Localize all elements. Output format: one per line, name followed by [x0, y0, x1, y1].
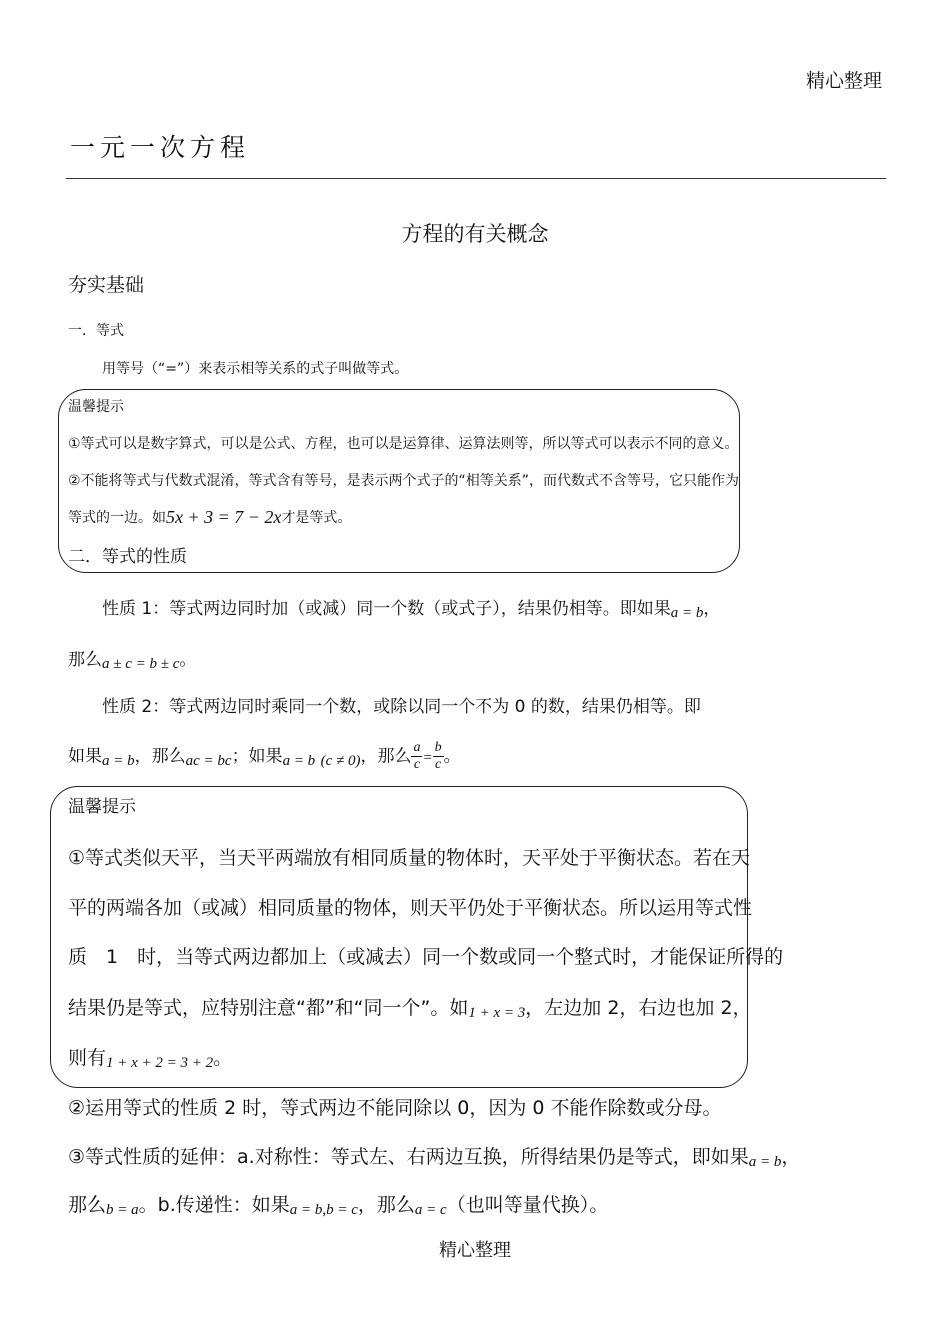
title-divider: [66, 178, 886, 179]
property1-end: 。: [179, 650, 197, 670]
tip2-line4: [68, 993, 752, 1020]
tip1-line2: ②不能将等式与代数式混淆，等式含有等号，是表示两个式子的“相等关系”，而代数式不含等号，它只能作为: [68, 473, 740, 489]
property1-comma: ，: [703, 599, 721, 619]
property2-line2: [68, 740, 461, 773]
frac-equals: =: [422, 749, 433, 766]
tip2-title: 温馨提示: [68, 797, 136, 817]
property1-math-2: a ± c = b ± c: [102, 656, 180, 672]
note4-then: 那么: [68, 1194, 107, 1216]
tip2-line4-post: ，左边加 2，右边也加 2，: [525, 997, 752, 1019]
p2-end: 。: [443, 746, 461, 767]
frac1-numerator: a: [413, 740, 421, 755]
note4-end: （也叫等量代换）。: [446, 1194, 609, 1216]
tip2-line5: [68, 1043, 232, 1070]
p2-then: ，那么: [134, 746, 186, 767]
part2-heading: 二．等式的性质: [68, 547, 187, 567]
property1-text: 性质 1：等式两边同时加（或减）同一个数（或式子），结果仍相等。即如果: [102, 599, 671, 619]
property1-math-1: a = b: [670, 605, 704, 621]
frac2-numerator: b: [434, 740, 442, 755]
p2-math-4: (c ≠ 0): [320, 752, 361, 769]
fraction-a-over-c: [411, 740, 422, 773]
note4-transitive: 。b.传递性：如果: [138, 1194, 290, 1216]
footer-tag: 精心整理: [439, 1240, 511, 1261]
section-title: 方程的有关概念: [401, 222, 549, 246]
tip2-line3: 质 1 时，当等式两边都加上（或减去）同一个数或同一个整式时，才能保证所得的: [68, 946, 784, 968]
p2-if-2: ；如果: [231, 746, 283, 767]
tip2-line1: ①等式类似天平，当天平两端放有相同质量的物体时，天平处于平衡状态。若在天: [68, 847, 751, 869]
tip1-line3-pre: 等式的一边。如: [68, 510, 166, 526]
tip2-line4-pre: 结果仍是等式，应特别注意“都”和“同一个”。如: [68, 997, 469, 1019]
section-subtitle: 夯实基础: [68, 274, 145, 296]
property1-then: 那么: [68, 650, 102, 670]
property2-line1: 性质 2：等式两边同时乘同一个数，或除以同一个不为 0 的数，结果仍相等。即: [102, 697, 701, 717]
header-tag: 精心整理: [805, 70, 882, 92]
tip2-math-1: 1 + x = 3: [468, 1005, 526, 1021]
note4-math-1: b = a: [106, 1202, 139, 1218]
p2-if: 如果: [68, 746, 102, 767]
frac2-denominator: c: [435, 757, 442, 772]
note3-text: ③等式性质的延伸：a.对称性：等式左、右两边互换，所得结果仍是等式，即如果: [68, 1146, 749, 1168]
part1-definition: 用等号（“=”）来表示相等关系的式子叫做等式。: [102, 361, 409, 377]
note4-math-3: a = c: [414, 1202, 447, 1218]
note4-then-2: ，那么: [357, 1194, 415, 1216]
tip1-line3: [68, 506, 351, 527]
note3-comma: ，: [781, 1146, 801, 1168]
p2-math-2: ac = bc: [185, 752, 232, 769]
part1-heading: 一．等式: [68, 323, 124, 339]
tip2-math-2: 1 + x + 2 = 3 + 2: [106, 1055, 214, 1071]
note-3-line1: [68, 1142, 800, 1169]
tip1-equation: 5x + 3 = 7 − 2x: [166, 507, 282, 527]
note4-math-2: a = b,b = c: [289, 1202, 358, 1218]
tip2-line5-pre: 则有: [68, 1047, 107, 1069]
tip1-line3-post: 才是等式。: [281, 510, 352, 526]
note-2: ②运用等式的性质 2 时，等式两边不能同除以 0，因为 0 不能作除数或分母。: [68, 1097, 722, 1119]
tip2-line5-post: 。: [213, 1047, 233, 1069]
property1-line1: [102, 594, 720, 619]
tip1-line1: ①等式可以是数字算式，可以是公式、方程，也可以是运算律、运算法则等，所以等式可以表示不同的意义。: [68, 436, 739, 452]
property1-line2: [68, 645, 196, 670]
frac1-denominator: c: [413, 757, 421, 772]
document-title: 一元一次方程: [70, 133, 251, 162]
tip1-title: 温馨提示: [68, 399, 124, 415]
tip2-line2: 平的两端各加（或减）相同质量的物体，则天平仍处于平衡状态。所以运用等式性: [68, 897, 753, 919]
p2-then-2: ，那么: [360, 746, 412, 767]
p2-math-1: a = b: [102, 752, 135, 769]
p2-math-3: a = b: [282, 752, 316, 769]
fraction-b-over-c: [433, 740, 444, 773]
note3-math: a = b: [748, 1154, 782, 1170]
note-3-line2: [68, 1190, 608, 1217]
